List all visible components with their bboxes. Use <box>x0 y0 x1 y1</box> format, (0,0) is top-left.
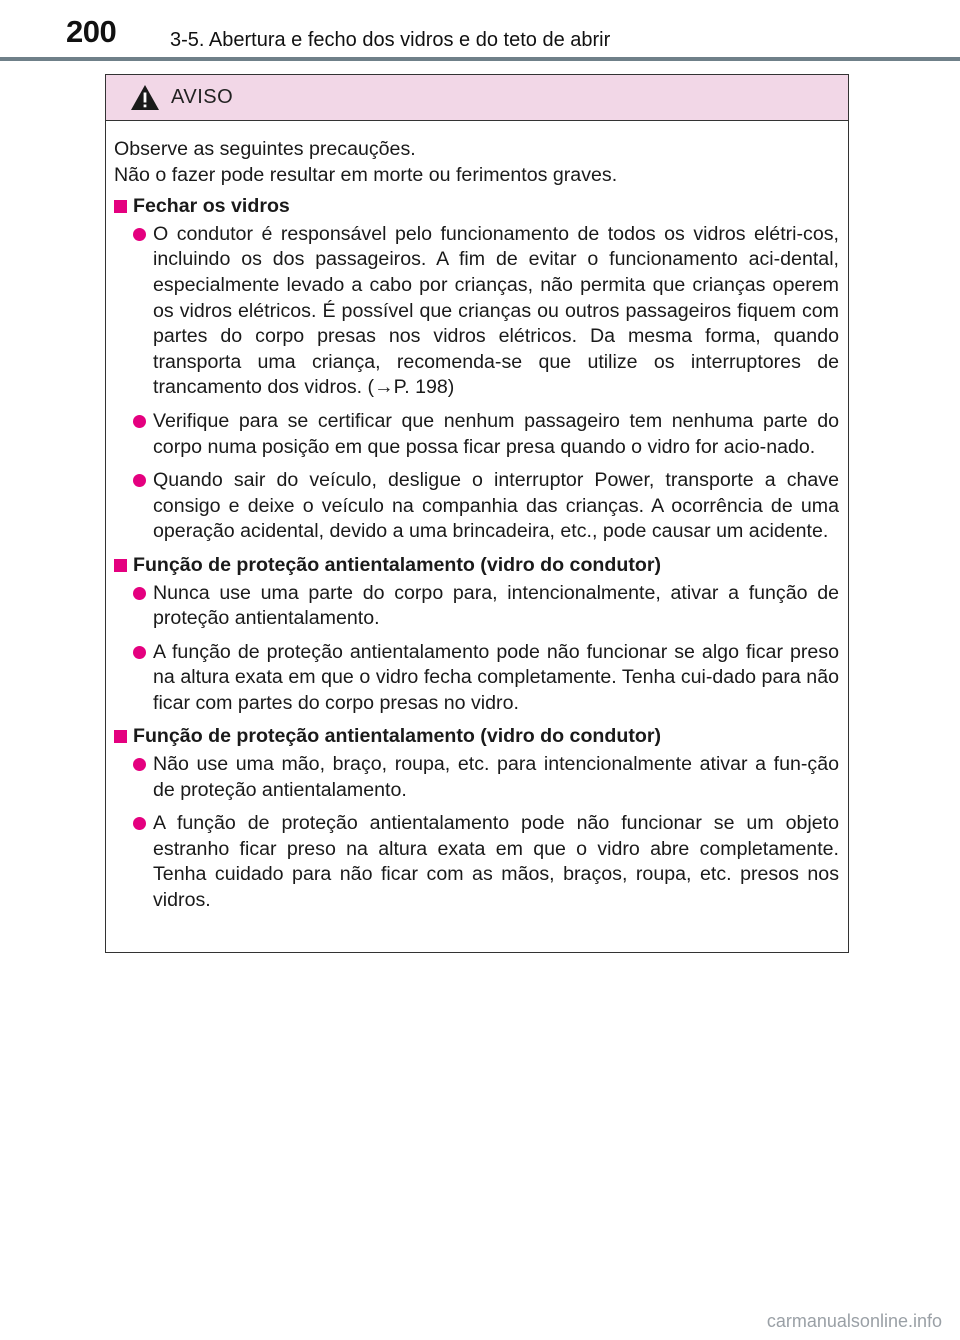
section-heading <box>114 194 839 220</box>
list-item <box>114 409 839 460</box>
section-heading-text: Função de proteção antientalamento (vidro do condutor) <box>133 553 661 576</box>
intro <box>114 137 839 188</box>
section-title: 3-5. Abertura e fecho dos vidros e do teto de abrir <box>170 29 611 51</box>
list-item-text: Quando sair do veículo, desligue o interruptor Power, transporte a chave consigo e deixe o veículo na companhia das crianças. A ocorrência de uma operação acidental, devido a uma brincadeira, etc., pode causar um acidente. <box>153 469 839 543</box>
warning-body <box>106 121 848 914</box>
list-item-text: Verifique para se certificar que nenhum passageiro tem nenhuma parte do corpo numa posição em que possa ficar presa quando o vidro for acio-nado. <box>153 409 839 458</box>
warning-header <box>106 75 848 121</box>
warning-triangle-icon <box>130 84 160 111</box>
list-item <box>114 640 839 717</box>
round-bullet-icon <box>133 415 146 428</box>
square-bullet-icon <box>114 730 127 743</box>
square-bullet-icon <box>114 200 127 213</box>
header-rule <box>0 57 960 61</box>
round-bullet-icon <box>133 758 146 771</box>
section-heading <box>114 724 839 750</box>
round-bullet-icon <box>133 228 146 241</box>
intro-line: Não o fazer pode resultar em morte ou ferimentos graves. <box>114 163 618 186</box>
list-item <box>114 811 839 913</box>
square-bullet-icon <box>114 559 127 572</box>
page-number: 200 <box>66 14 117 49</box>
warning-label: AVISO <box>171 86 234 108</box>
list-item-text: Nunca use uma parte do corpo para, intencionalmente, ativar a função de proteção antientalamento. <box>153 581 839 630</box>
list-item <box>114 222 839 401</box>
list-item-text: Não use uma mão, braço, roupa, etc. para intencionalmente ativar a fun-ção de proteção antientalamento. <box>153 753 839 801</box>
section-heading-text: Fechar os vidros <box>133 195 290 218</box>
section-heading <box>114 553 839 579</box>
warning-box <box>105 74 849 953</box>
intro-line: Observe as seguintes precauções. <box>114 138 416 160</box>
list-item-text: O condutor é responsável pelo funcionamento de todos os vidros elétri-cos, incluindo os dos passageiros. A fim de evitar o funcionamento aci-dental, especialmente levado a cabo por crianças, não permita que crianças operem os vidros elétricos. É possível que crianças ou outros passageiros fiquem com partes do corpo presas nos vidros elétricos. Da mesma forma, quando transporta uma criança, recomenda-se que utilize os interruptores de trancamento dos vidros. (→P. 198) <box>153 222 839 399</box>
list-item-text: A função de proteção antientalamento pode não funcionar se um objeto estranho ficar preso na altura exata em que o vidro abre completamente. Tenha cuidado para não ficar com as mãos, braços, roupa, etc. presos nos vidros. <box>153 812 839 912</box>
round-bullet-icon <box>133 587 146 600</box>
page-header <box>0 0 960 62</box>
list-item-text: A função de proteção antientalamento pode não funcionar se algo ficar preso na altura exata em que o vidro fecha completamente. Tenha cui-dado para não ficar com partes do corpo presas no vidro. <box>153 640 839 714</box>
round-bullet-icon <box>133 817 146 830</box>
section-heading-text: Função de proteção antientalamento (vidro do condutor) <box>133 725 661 748</box>
round-bullet-icon <box>133 646 146 659</box>
watermark: carmanualsonline.info <box>766 1311 942 1331</box>
list-item <box>114 581 839 632</box>
list-item <box>114 468 839 545</box>
round-bullet-icon <box>133 474 146 487</box>
list-item <box>114 752 839 803</box>
